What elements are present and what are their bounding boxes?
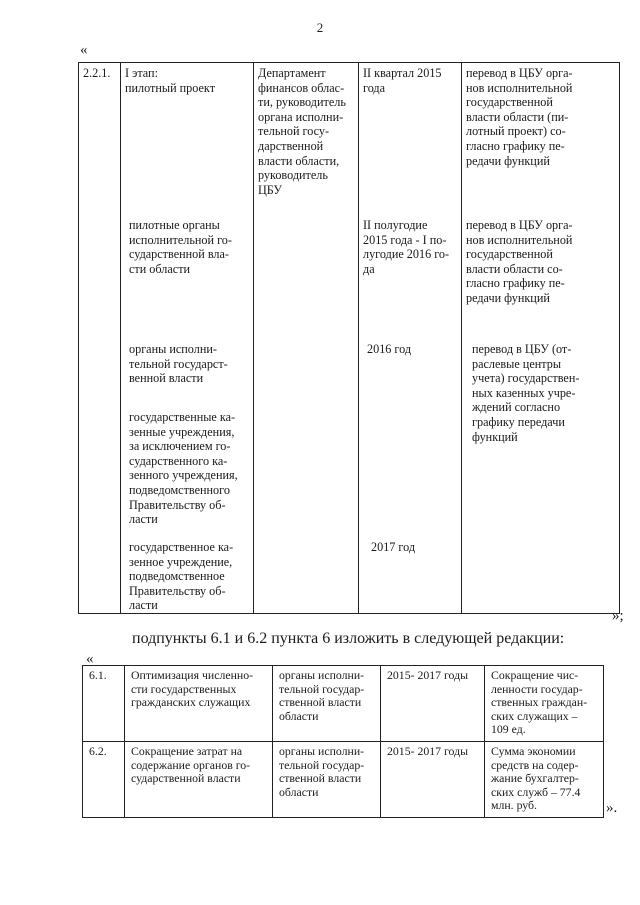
result-cell	[462, 63, 620, 614]
term-cell: 2015- 2017 годы	[381, 666, 485, 742]
result-cell: Сумма экономии средств на содер- жание бухгалтер- ских служб – 77.4 млн. руб.	[485, 741, 604, 817]
item-number-cell	[83, 741, 125, 817]
term-text: II полугодие 2015 года - I по- лугодие 2016 го- да	[363, 218, 450, 276]
closing-quote: ».	[606, 800, 618, 816]
measures-table-2-2-1	[78, 62, 620, 614]
stage-text: государственные ка- зенные учреждения, за исключением го- сударственного ка- зенного учреждения, подведомственного Правительству об- ласти	[129, 410, 238, 527]
action-cell: Сокращение затрат на содержание органов го- сударственной власти	[125, 741, 273, 817]
item-number: 2.2.1.	[83, 66, 111, 80]
table-row	[79, 63, 620, 614]
stage-text: пилотные органы исполнительной го- сударственной вла- сти области	[129, 218, 232, 276]
executor-cell: органы исполни- тельной государ- ственной власти области	[273, 666, 381, 742]
page-number: 2	[316, 20, 324, 35]
opening-quote: «	[80, 42, 88, 58]
stage-cell	[121, 63, 254, 614]
term-text: 2016 год	[367, 342, 412, 356]
stage-text: органы исполни- тельной государст- венной власти	[129, 342, 228, 386]
term-cell	[359, 63, 462, 614]
item-number-cell	[79, 63, 121, 614]
responsible-text: Департамент финансов облас- ти, руководитель органа исполни- тельной госу- дарственной власти области, руководитель ЦБУ	[258, 66, 346, 197]
responsible-cell	[254, 63, 359, 614]
item-number: 6.1.	[89, 668, 107, 682]
table-row	[83, 741, 604, 817]
term-cell: 2015- 2017 годы	[381, 741, 485, 817]
result-text: перевод в ЦБУ орга- нов исполнительной государственной власти области (пи- лотный проект) со- гласно графику пе- редачи функций	[466, 66, 573, 168]
result-text: перевод в ЦБУ орга- нов исполнительной государственной власти области со- гласно графику пе- редачи функций	[466, 218, 573, 305]
term-text: 2017 год	[371, 540, 416, 554]
term-text: II квартал 2015 года	[363, 66, 442, 95]
item-number-cell	[83, 666, 125, 742]
table-row	[83, 666, 604, 742]
executor-cell: органы исполни- тельной государ- ственной власти области	[273, 741, 381, 817]
amendment-intro-text: подпункты 6.1 и 6.2 пункта 6 изложить в следующей редакции:	[132, 630, 565, 647]
closing-quote: »;	[612, 608, 624, 624]
result-text: перевод в ЦБУ (от- раслевые центры учета) государствен- ных казенных учре- ждений согласно графику передачи функций	[472, 342, 580, 444]
stage-text: I этап: пилотный проект	[125, 66, 216, 95]
measures-table-6	[82, 665, 604, 818]
action-cell: Оптимизация численно- сти государственных гражданских служащих	[125, 666, 273, 742]
opening-quote: «	[86, 651, 94, 667]
item-number: 6.2.	[89, 743, 107, 758]
result-cell: Сокращение чис- ленности государ- ственных граждан- ских служащих – 109 ед.	[485, 666, 604, 742]
stage-text: государственное ка- зенное учреждение, подведомственное Правительству об- ласти	[129, 540, 234, 613]
